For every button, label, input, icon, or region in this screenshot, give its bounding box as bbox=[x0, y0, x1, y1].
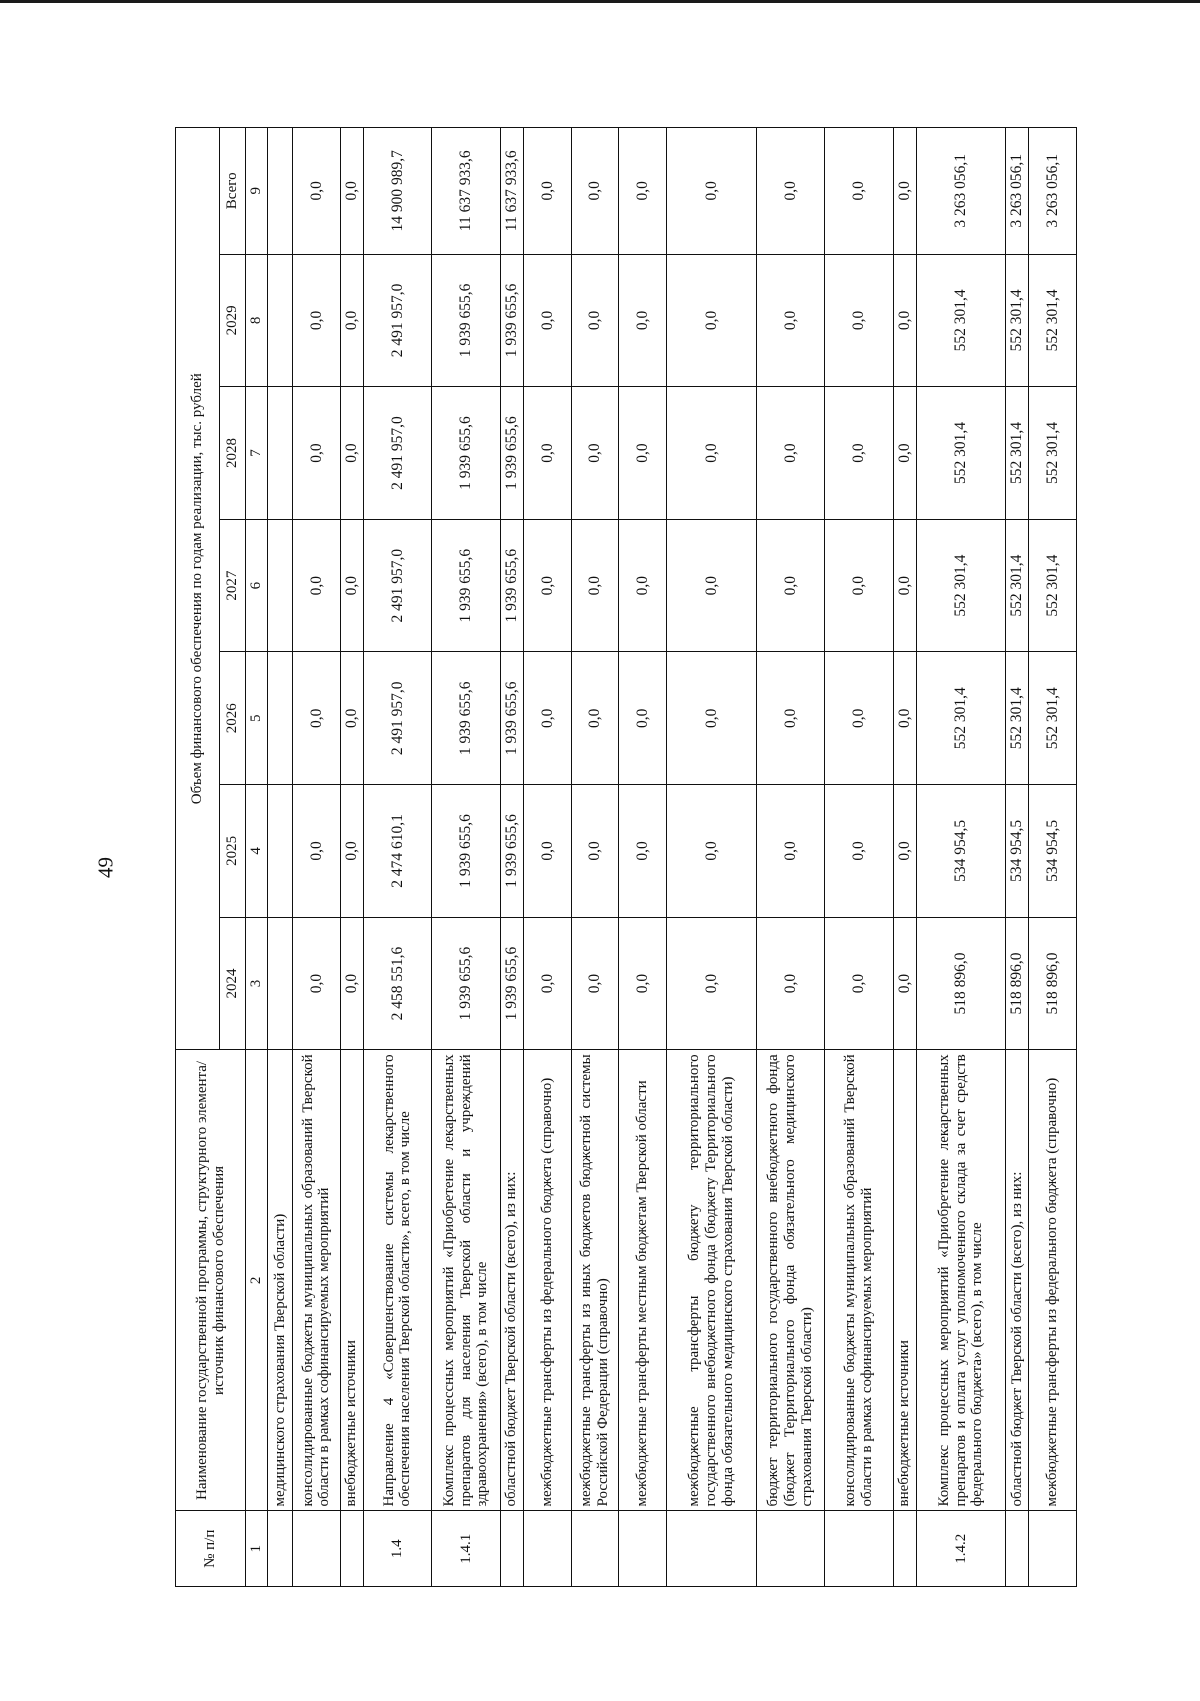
row-year-value: 0,0 bbox=[893, 254, 916, 387]
row-number bbox=[500, 1511, 523, 1587]
row-year-value: 1 939 655,6 bbox=[500, 254, 523, 387]
table-row bbox=[571, 128, 619, 1587]
table-row bbox=[523, 128, 571, 1587]
row-year-value: 0,0 bbox=[523, 387, 571, 520]
row-year-value: 552 301,4 bbox=[1029, 387, 1077, 520]
row-total: 0,0 bbox=[523, 128, 571, 255]
column-index-row bbox=[246, 128, 268, 1587]
row-total: 0,0 bbox=[292, 128, 340, 255]
row-number bbox=[825, 1511, 894, 1587]
row-year-value: 1 939 655,6 bbox=[432, 387, 501, 520]
row-name: межбюджетные трансферты из федерального бюджета (справочно) bbox=[523, 1050, 571, 1511]
row-number bbox=[893, 1511, 916, 1587]
row-total: 11 637 933,6 bbox=[500, 128, 523, 255]
row-year-value: 0,0 bbox=[893, 652, 916, 785]
table-body bbox=[268, 128, 1077, 1587]
row-year-value: 0,0 bbox=[667, 785, 756, 918]
row-number: 1.4.1 bbox=[432, 1511, 501, 1587]
scan-top-edge bbox=[0, 0, 1200, 3]
row-year-value: 0,0 bbox=[667, 387, 756, 520]
row-name: консолидированные бюджеты муниципальных образований Тверской области в рамках софинансируемых мероприятий bbox=[292, 1050, 340, 1511]
row-year-value: 0,0 bbox=[571, 917, 619, 1050]
row-year-value: 1 939 655,6 bbox=[500, 652, 523, 785]
row-year-value: 0,0 bbox=[893, 917, 916, 1050]
table-row bbox=[292, 128, 340, 1587]
row-year-value: 552 301,4 bbox=[916, 254, 1005, 387]
row-year-value: 552 301,4 bbox=[1006, 387, 1029, 520]
column-index: 5 bbox=[246, 652, 268, 785]
row-year-value: 1 939 655,6 bbox=[500, 917, 523, 1050]
row-year-value: 0,0 bbox=[825, 917, 894, 1050]
table-row bbox=[619, 128, 667, 1587]
row-year-value: 0,0 bbox=[523, 917, 571, 1050]
row-year-value: 0,0 bbox=[292, 652, 340, 785]
row-number bbox=[523, 1511, 571, 1587]
row-total: 3 263 056,1 bbox=[916, 128, 1005, 255]
row-year-value: 0,0 bbox=[292, 254, 340, 387]
header-total: Всего bbox=[220, 128, 246, 255]
header-year-2028: 2028 bbox=[220, 387, 246, 520]
row-year-value: 518 896,0 bbox=[1029, 917, 1077, 1050]
table-row bbox=[268, 128, 293, 1587]
row-year-value bbox=[268, 254, 293, 387]
header-volume: Объем финансового обеспечения по годам реализации, тыс. рублей bbox=[176, 128, 220, 1050]
row-year-value: 0,0 bbox=[667, 519, 756, 652]
row-year-value: 0,0 bbox=[825, 652, 894, 785]
row-year-value: 0,0 bbox=[340, 254, 363, 387]
row-year-value: 552 301,4 bbox=[1006, 652, 1029, 785]
row-year-value: 2 474 610,1 bbox=[363, 785, 432, 918]
row-year-value bbox=[268, 917, 293, 1050]
row-number: 1.4.2 bbox=[916, 1511, 1005, 1587]
header-name: Наименование государственной программы, структурного элемента/источник финансового обеспечения bbox=[176, 1050, 246, 1511]
row-year-value: 0,0 bbox=[292, 785, 340, 918]
row-year-value: 2 491 957,0 bbox=[363, 254, 432, 387]
row-year-value: 2 491 957,0 bbox=[363, 652, 432, 785]
column-index: 2 bbox=[246, 1050, 268, 1511]
row-number bbox=[571, 1511, 619, 1587]
row-name: Комплекс процессных мероприятий «Приобретение лекарственных препаратов и оплата услуг уполномоченного склада за счет средств федерального бюджета» (всего), в том числе bbox=[916, 1050, 1005, 1511]
row-year-value: 0,0 bbox=[523, 652, 571, 785]
row-year-value: 0,0 bbox=[571, 519, 619, 652]
row-year-value: 0,0 bbox=[619, 652, 667, 785]
row-name: областной бюджет Тверской области (всего), из них: bbox=[500, 1050, 523, 1511]
column-index: 7 bbox=[246, 387, 268, 520]
row-year-value: 534 954,5 bbox=[1029, 785, 1077, 918]
row-year-value: 552 301,4 bbox=[1006, 254, 1029, 387]
row-number: 1.4 bbox=[363, 1511, 432, 1587]
row-year-value: 0,0 bbox=[756, 254, 825, 387]
row-year-value: 0,0 bbox=[619, 254, 667, 387]
table-row bbox=[1006, 128, 1029, 1587]
row-name: медицинского страхования Тверской области) bbox=[268, 1050, 293, 1511]
column-index: 8 bbox=[246, 254, 268, 387]
rotated-table-container bbox=[175, 127, 1077, 1587]
row-year-value: 0,0 bbox=[571, 785, 619, 918]
row-year-value: 0,0 bbox=[825, 519, 894, 652]
row-year-value: 0,0 bbox=[893, 785, 916, 918]
row-total: 0,0 bbox=[756, 128, 825, 255]
row-year-value: 552 301,4 bbox=[1029, 519, 1077, 652]
table-row bbox=[1029, 128, 1077, 1587]
header-year-2025: 2025 bbox=[220, 785, 246, 918]
row-year-value: 1 939 655,6 bbox=[432, 254, 501, 387]
row-name: Комплекс процессных мероприятий «Приобретение лекарственных препаратов для населения Тверской области и учреждений здравоохранения» (всего), в том числе bbox=[432, 1050, 501, 1511]
column-index: 9 bbox=[246, 128, 268, 255]
row-total: 14 900 989,7 bbox=[363, 128, 432, 255]
row-total: 0,0 bbox=[571, 128, 619, 255]
row-name: бюджет территориального государственного внебюджетного фонда (бюджет Территориального фонда обязательного медицинского страхования Тверской области) bbox=[756, 1050, 825, 1511]
row-year-value: 0,0 bbox=[619, 387, 667, 520]
row-year-value: 552 301,4 bbox=[1006, 519, 1029, 652]
row-year-value: 518 896,0 bbox=[1006, 917, 1029, 1050]
row-year-value: 534 954,5 bbox=[1006, 785, 1029, 918]
row-total: 0,0 bbox=[340, 128, 363, 255]
row-year-value: 552 301,4 bbox=[1029, 254, 1077, 387]
row-year-value: 2 491 957,0 bbox=[363, 519, 432, 652]
row-year-value: 1 939 655,6 bbox=[432, 917, 501, 1050]
row-year-value: 0,0 bbox=[523, 785, 571, 918]
row-total bbox=[268, 128, 293, 255]
row-year-value: 0,0 bbox=[667, 917, 756, 1050]
row-name: внебюджетные источники bbox=[893, 1050, 916, 1511]
row-year-value: 0,0 bbox=[825, 254, 894, 387]
row-name: Направление 4 «Совершенствование системы лекарственного обеспечения населения Тверской области», всего, в том числе bbox=[363, 1050, 432, 1511]
row-number bbox=[268, 1511, 293, 1587]
row-number bbox=[1006, 1511, 1029, 1587]
row-number bbox=[340, 1511, 363, 1587]
financing-table bbox=[175, 127, 1077, 1587]
column-index: 6 bbox=[246, 519, 268, 652]
row-year-value: 1 939 655,6 bbox=[500, 785, 523, 918]
row-year-value: 2 491 957,0 bbox=[363, 387, 432, 520]
row-year-value: 552 301,4 bbox=[916, 519, 1005, 652]
row-year-value: 2 458 551,6 bbox=[363, 917, 432, 1050]
row-number bbox=[619, 1511, 667, 1587]
row-year-value: 552 301,4 bbox=[916, 387, 1005, 520]
table-row bbox=[893, 128, 916, 1587]
row-total: 11 637 933,6 bbox=[432, 128, 501, 255]
header-year-2026: 2026 bbox=[220, 652, 246, 785]
row-year-value: 0,0 bbox=[756, 519, 825, 652]
row-year-value: 0,0 bbox=[523, 254, 571, 387]
table-row bbox=[667, 128, 756, 1587]
row-year-value: 0,0 bbox=[523, 519, 571, 652]
row-year-value: 1 939 655,6 bbox=[432, 519, 501, 652]
row-year-value: 0,0 bbox=[292, 519, 340, 652]
row-year-value: 0,0 bbox=[340, 917, 363, 1050]
row-year-value: 0,0 bbox=[756, 387, 825, 520]
row-number bbox=[756, 1511, 825, 1587]
row-year-value: 0,0 bbox=[571, 652, 619, 785]
row-year-value: 1 939 655,6 bbox=[500, 519, 523, 652]
column-index: 1 bbox=[246, 1511, 268, 1587]
row-name: консолидированные бюджеты муниципальных образований Тверской области в рамках софинансируемых мероприятий bbox=[825, 1050, 894, 1511]
row-year-value: 1 939 655,6 bbox=[432, 652, 501, 785]
table-header bbox=[176, 128, 268, 1587]
row-year-value: 0,0 bbox=[893, 519, 916, 652]
table-row bbox=[363, 128, 432, 1587]
row-total: 3 263 056,1 bbox=[1006, 128, 1029, 255]
row-number bbox=[667, 1511, 756, 1587]
row-year-value: 0,0 bbox=[340, 785, 363, 918]
header-year-2024: 2024 bbox=[220, 917, 246, 1050]
row-total: 0,0 bbox=[667, 128, 756, 255]
row-name: межбюджетные трансферты местным бюджетам Тверской области bbox=[619, 1050, 667, 1511]
row-total: 0,0 bbox=[825, 128, 894, 255]
table-row bbox=[432, 128, 501, 1587]
page-number: 49 bbox=[93, 857, 118, 878]
header-year-2029: 2029 bbox=[220, 254, 246, 387]
row-year-value: 0,0 bbox=[619, 785, 667, 918]
row-year-value bbox=[268, 387, 293, 520]
row-year-value bbox=[268, 519, 293, 652]
row-total: 0,0 bbox=[893, 128, 916, 255]
row-year-value: 518 896,0 bbox=[916, 917, 1005, 1050]
row-year-value: 0,0 bbox=[340, 387, 363, 520]
row-year-value: 1 939 655,6 bbox=[500, 387, 523, 520]
column-index: 3 bbox=[246, 917, 268, 1050]
row-year-value: 0,0 bbox=[756, 785, 825, 918]
row-year-value: 0,0 bbox=[571, 387, 619, 520]
row-number bbox=[292, 1511, 340, 1587]
row-year-value: 1 939 655,6 bbox=[432, 785, 501, 918]
row-year-value: 0,0 bbox=[667, 652, 756, 785]
row-year-value bbox=[268, 785, 293, 918]
row-year-value: 552 301,4 bbox=[1029, 652, 1077, 785]
row-year-value: 0,0 bbox=[292, 917, 340, 1050]
row-name: межбюджетные трансферты бюджету территориального государственного внебюджетного фонда (бюджету Территориального фонда обязательного медицинского страхования Тверской области) bbox=[667, 1050, 756, 1511]
header-year-2027: 2027 bbox=[220, 519, 246, 652]
table-row bbox=[916, 128, 1005, 1587]
row-year-value: 0,0 bbox=[619, 917, 667, 1050]
row-year-value: 0,0 bbox=[292, 387, 340, 520]
row-year-value: 0,0 bbox=[340, 652, 363, 785]
row-year-value: 0,0 bbox=[825, 387, 894, 520]
row-total: 3 263 056,1 bbox=[1029, 128, 1077, 255]
row-number bbox=[1029, 1511, 1077, 1587]
row-year-value: 552 301,4 bbox=[916, 652, 1005, 785]
row-name: внебюджетные источники bbox=[340, 1050, 363, 1511]
row-year-value: 534 954,5 bbox=[916, 785, 1005, 918]
table-row bbox=[825, 128, 894, 1587]
row-year-value: 0,0 bbox=[756, 917, 825, 1050]
row-total: 0,0 bbox=[619, 128, 667, 255]
row-year-value: 0,0 bbox=[756, 652, 825, 785]
row-year-value: 0,0 bbox=[571, 254, 619, 387]
row-name: межбюджетные трансферты из иных бюджетов бюджетной системы Российской Федерации (справочно) bbox=[571, 1050, 619, 1511]
row-year-value: 0,0 bbox=[825, 785, 894, 918]
table-row bbox=[756, 128, 825, 1587]
row-year-value: 0,0 bbox=[619, 519, 667, 652]
row-name: областной бюджет Тверской области (всего), из них: bbox=[1006, 1050, 1029, 1511]
header-number: № п/п bbox=[176, 1511, 246, 1587]
row-year-value bbox=[268, 652, 293, 785]
table-row bbox=[500, 128, 523, 1587]
table-row bbox=[340, 128, 363, 1587]
column-index: 4 bbox=[246, 785, 268, 918]
row-name: межбюджетные трансферты из федерального бюджета (справочно) bbox=[1029, 1050, 1077, 1511]
row-year-value: 0,0 bbox=[893, 387, 916, 520]
row-year-value: 0,0 bbox=[340, 519, 363, 652]
row-year-value: 0,0 bbox=[667, 254, 756, 387]
